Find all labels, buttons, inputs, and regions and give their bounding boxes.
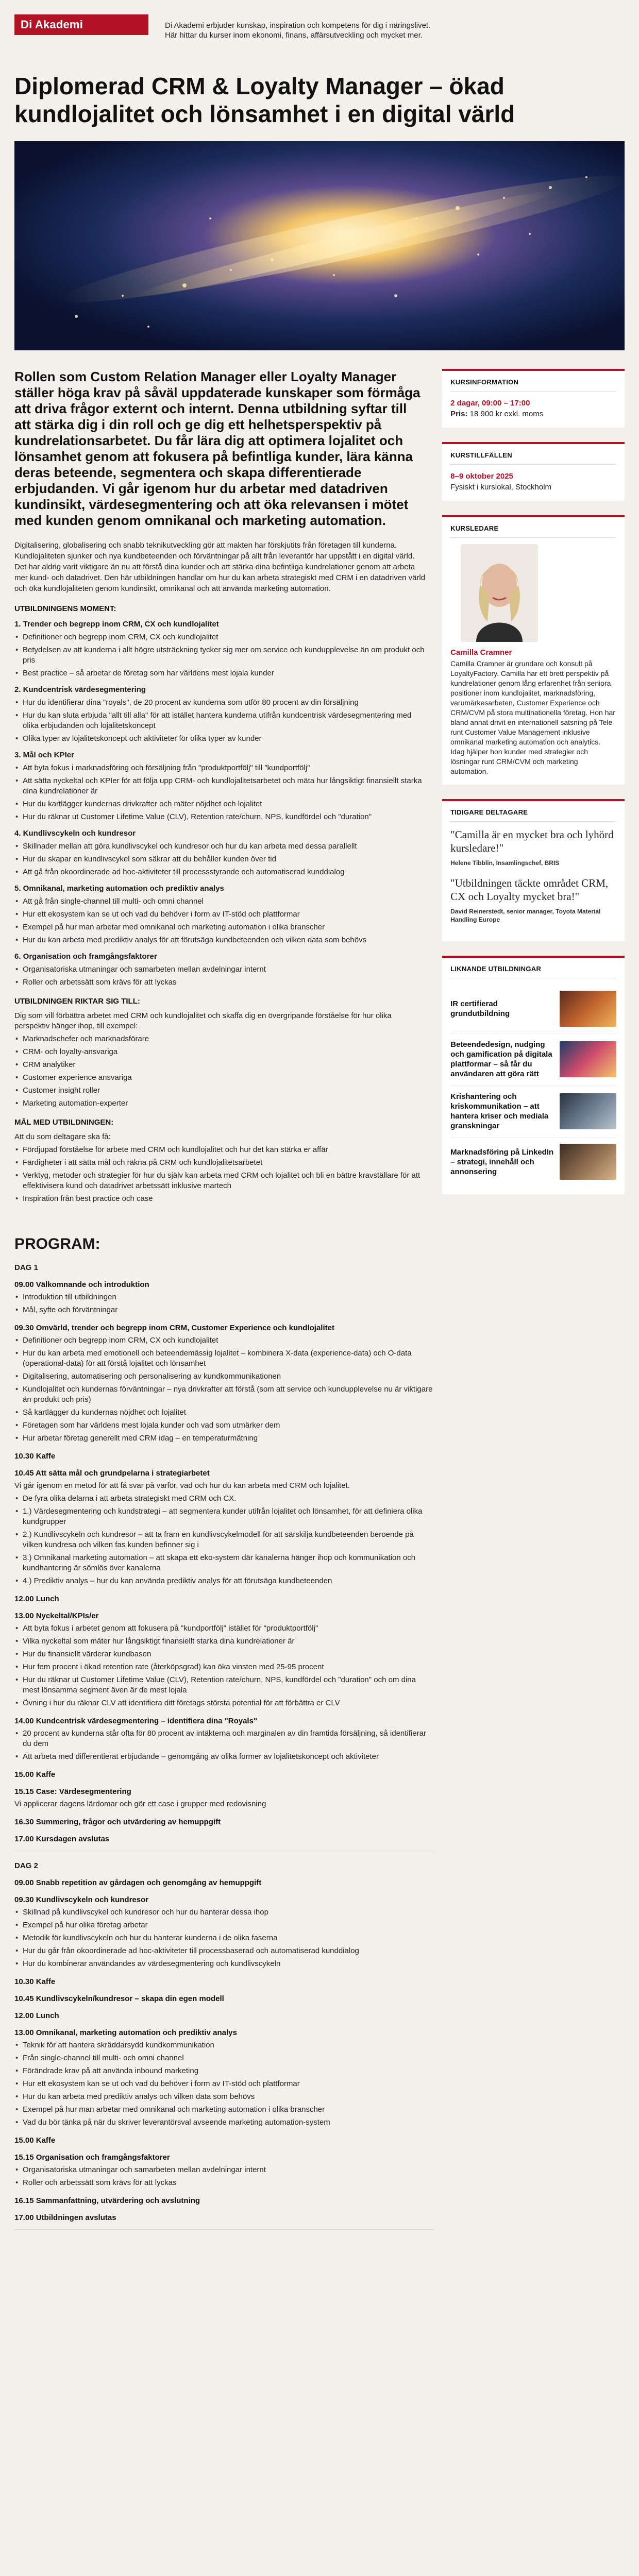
- module-point-item: • Hur du skapar en kundlivscykel som säkrar att du behåller kunden över tid: [14, 854, 427, 865]
- program-point-item: • Roller och arbetssätt som krävs för att lyckas: [14, 2178, 434, 2188]
- program-subpoint-item: • 1.) Värdesegmentering och kundstrategi – att segmentera kunder utifrån lojalitet och lönsamhet, för att definiera olika kundgrupper: [14, 1506, 434, 1527]
- program-slot-title: 09.30 Omvärld, trender och begrepp inom CRM, Customer Experience och kundlojalitet: [14, 1324, 334, 1332]
- program-slot-title: 10.30 Kaffe: [14, 1452, 56, 1461]
- module-point-item: • Definitioner och begrepp inom CRM, CX och kundlojalitet: [14, 632, 427, 642]
- program-point-item: • Exempel på hur olika företag arbetar: [14, 1920, 434, 1930]
- audience-item: • Customer experience ansvariga: [14, 1073, 427, 1083]
- program-slot-title: 17.00 Utbildningen avslutas: [14, 2213, 116, 2222]
- speaker-bio: Camilla Cramner är grundare och konsult på LoyaltyFactory. Camilla har ett brett perspektiv på kundrelationer genom lång erfarenhet från seniora positioner inom kundlojalitet, marknadsföring, varumärkesarbeten, Customer Experience och CRM/CVM på stora multinationella företag. Hon har bland annat drivit en internationell satsning på Tele runt Customer Value Management inklusive omnikanal marketing automation och analytics. Idag hjälper hon kunder med strategier och lösningar runt CRM/CVM och marketing automation.: [450, 659, 615, 775]
- header-tagline: Di Akademi erbjuder kunskap, inspiration och kompetens för dig i näringslivet. Här hittar du kurser inom ekonomi, finans, affärsutveckling och mycket mer.: [165, 21, 431, 40]
- module-point-item: • Organisatoriska utmaningar och samarbeten mellan avdelningar internt: [14, 964, 427, 975]
- program-slot-text: Vi går igenom en metod för att få svar på varför, vad och hur du kan arbeta med CRM och lojalitet.: [14, 1481, 350, 1490]
- program-divider: [14, 2229, 434, 2230]
- program-slot-title: 15.15 Organisation och framgångsfaktorer: [14, 2153, 170, 2162]
- module-point-item: • Skillnader mellan att göra kundlivscykel och kundresor och hur du kan arbeta med dessa parallellt: [14, 841, 427, 852]
- related-course-link[interactable]: [450, 1033, 616, 1086]
- program-slot-title: 10.45 Att sätta mål och grundpelarna i strategiarbetet: [14, 1469, 210, 1478]
- related-course-link[interactable]: [450, 1086, 616, 1138]
- course-info-card: [442, 369, 625, 428]
- audience-item: • Marknadschefer och marknadsförare: [14, 1034, 427, 1044]
- hero-image: [14, 141, 625, 350]
- module-point-item: • Hur ett ekosystem kan se ut och vad du behöver i form av IT-stöd och plattformar: [14, 909, 427, 920]
- goals-heading: MÅL MED UTBILDNINGEN:: [14, 1118, 114, 1127]
- goal-item: • Verktyg, metoder och strategier för hur du själv kan arbeta med CRM och lojalitet och bli en bättre kravställare för att effektivisera kund och datadrivet arbetssätt inklusive martech: [14, 1171, 427, 1191]
- program-point-item: • 20 procent av kunderna står ofta för 80 procent av intäkterna och marginalen av din framtida försäljning, så identifierar du dem: [14, 1728, 434, 1749]
- module-point-list: [14, 841, 427, 877]
- program-slot-title: 15.00 Kaffe: [14, 1770, 56, 1779]
- program-point-item: • Teknik för att hantera skräddarsydd kundkommunikation: [14, 2040, 434, 2050]
- module-title: 2. Kundcentrisk värdesegmentering: [14, 685, 146, 694]
- program-point-item: • Definitioner och begrepp inom CRM, CX och kundlojalitet: [14, 1335, 434, 1346]
- program-day-label: DAG 1: [14, 1263, 38, 1272]
- program-section: [0, 1209, 639, 2258]
- module-title: 1. Trender och begrepp inom CRM, CX och kundlojalitet: [14, 620, 219, 629]
- related-course-link[interactable]: [450, 1138, 616, 1186]
- related-course-link[interactable]: [450, 985, 616, 1033]
- program-point-item: • Att arbeta med differentierat erbjudande – genomgång av olika former av lojalitetskoncept och aktiviteter: [14, 1752, 434, 1762]
- program-point-list: [14, 1292, 434, 1315]
- speaker-card: [442, 515, 625, 785]
- course-dates-card: [442, 442, 625, 501]
- sidebar: [442, 369, 625, 1209]
- testimonial-quote: "Camilla är en mycket bra och lyhörd kursledare!": [450, 828, 614, 854]
- program-point-item: • Så kartlägger du kundernas nöjdhet och lojalitet: [14, 1408, 434, 1418]
- program-point-list: [14, 1907, 434, 1969]
- audience-item: • Marketing automation-experter: [14, 1098, 427, 1109]
- intro-paragraph: Digitalisering, globalisering och snabb teknikutveckling gör att makten har förskjutits från företagen till kunderna. Kundlojaliteten sjunker och nya kundbeteenden och förväntningar på allt från leverantör har uppstått i en digital värld. Det har aldrig varit viktigare än nu att förstå dina kunder och att stärka dina befintliga kundrelationer genom att arbeta mer kund- och datadrivet. Den här utbildningen handlar om hur du kan arbeta strategiskt med CRM i en datadriven värld och öka kundlojaliteten genom kundinsikt, omnikanal och att använda marketing automation.: [14, 541, 426, 593]
- program-slot-title: 10.30 Kaffe: [14, 1977, 56, 1986]
- program-slot-title: 15.00 Kaffe: [14, 2136, 56, 2145]
- program-subpoint-item: • 2.) Kundlivscykeln och kundresor – att ta fram en kundlivscykelmodell för att särskilja kundbeteenden beroende på vilken kundresa och vilken fas kunden befinner sig i: [14, 1530, 434, 1550]
- course-place: Fysiskt i kurslokal, Stockholm: [450, 483, 552, 492]
- related-heading: LIKNANDE UTBILDNINGAR: [450, 965, 616, 978]
- price-label: Pris:: [450, 410, 468, 418]
- program-slot-title: 15.15 Case: Värdesegmentering: [14, 1787, 131, 1796]
- module-title: 4. Kundlivscykeln och kundresor: [14, 829, 136, 838]
- testimonials-heading: TIDIGARE DELTAGARE: [450, 808, 616, 822]
- program-slot-title: 13.00 Nyckeltal/KPIs/er: [14, 1612, 99, 1620]
- program-point-item: • Att byta fokus i arbetet genom att fokusera på "kundportfölj" istället för "produktportfölj": [14, 1623, 434, 1634]
- speaker-heading: KURSLEDARE: [450, 524, 616, 538]
- module-point-list: [14, 896, 427, 945]
- program-subpoint-item: • 4.) Prediktiv analys – hur du kan använda prediktiv analys för att förutsäga kundbeteenden: [14, 1576, 434, 1586]
- module-title: 5. Omnikanal, marketing automation och prediktiv analys: [14, 884, 224, 893]
- module-point-item: • Att byta fokus i marknadsföring och försäljning från "produktportfölj" till "kundportfölj": [14, 763, 427, 773]
- site-header: [0, 0, 639, 49]
- module-point-item: • Hur du räknar ut Customer Lifetime Value (CLV), Retention rate/churn, NPS, kundfördel och "duration": [14, 812, 427, 822]
- program-slot-title: 16.30 Summering, frågor och utvärdering av hemuppgift: [14, 1818, 221, 1826]
- course-date[interactable]: 8–9 oktober 2025: [450, 472, 513, 481]
- related-course-image[interactable]: [560, 991, 616, 1027]
- moments-heading: UTBILDNINGENS MOMENT:: [14, 604, 116, 613]
- program-point-item: • Exempel på hur man arbetar med omnikanal och marketing automation i olika branscher: [14, 2105, 434, 2115]
- logo[interactable]: [14, 14, 148, 35]
- goal-item: • Inspiration från best practice och case: [14, 1194, 427, 1204]
- audience-heading: UTBILDNINGEN RIKTAR SIG TILL:: [14, 997, 140, 1006]
- program-point-list: [14, 1494, 434, 1504]
- speaker-avatar: [461, 544, 538, 642]
- modules-list: [14, 619, 427, 988]
- program-point-item: • De fyra olika delarna i att arbeta strategiskt med CRM och CX.: [14, 1494, 434, 1504]
- related-course-image[interactable]: [560, 1093, 616, 1129]
- module-point-item: • Hur du kan sluta erbjuda "allt till alla" för att istället hantera kunderna utifrån kundcentrisk värdesegmentering med olika erbjudanden och lojalitetskoncept: [14, 710, 427, 731]
- module-point-item: • Olika typer av lojalitetskoncept och aktiviteter för olika typer av kunder: [14, 734, 427, 744]
- speaker-name: Camilla Cramner: [450, 648, 512, 657]
- program-point-item: • Kundlojalitet och kundernas förväntningar – nya drivkrafter att förstå (som att service och kundupplevelse nu är viktigare än produkt och pris): [14, 1384, 434, 1405]
- related-course-title[interactable]: Marknadsföring på LinkedIn – strategi, innehåll och annonsering: [450, 1147, 554, 1176]
- audience-item: • Customer insight roller: [14, 1086, 427, 1096]
- module-point-item: • Betydelsen av att kunderna i allt högre utsträckning tycker sig mer om service och kundupplevelse än om produkt och pris: [14, 645, 427, 666]
- testimonials-card: [442, 799, 625, 941]
- related-course-image[interactable]: [560, 1144, 616, 1180]
- program-days: [14, 1263, 434, 2230]
- program-slot-title: 17.00 Kursdagen avslutas: [14, 1835, 110, 1843]
- logo-text: Di Akademi: [21, 18, 83, 31]
- program-slot-title: 14.00 Kundcentrisk värdesegmentering – identifiera dina "Royals": [14, 1717, 258, 1725]
- program-slot-title: 12.00 Lunch: [14, 1595, 59, 1603]
- program-point-item: • Hur du kan arbeta med emotionell och beteendemässig lojalitet – kombinera X-data (experience-data) och O-data (operational-data) för att förstå lojalitet och lönsamhet: [14, 1348, 434, 1369]
- program-slot-title: 09.00 Välkomnande och introduktion: [14, 1280, 149, 1289]
- module-point-item: • Exempel på hur man arbetar med omnikanal och marketing automation i olika branscher: [14, 922, 427, 933]
- program-point-item: • Organisatoriska utmaningar och samarbeten mellan avdelningar internt: [14, 2165, 434, 2175]
- price-value: 18 900 kr exkl. moms: [469, 410, 544, 418]
- goal-item: • Fördjupad förståelse för arbete med CRM och kundlojalitet och hur det kan stärka er affär: [14, 1145, 427, 1155]
- related-courses-card: [442, 956, 625, 1194]
- program-slot-title: 13.00 Omnikanal, marketing automation och prediktiv analys: [14, 2028, 237, 2037]
- program-point-item: • Hur du går från okoordinerade ad hoc-aktiviteter till processbaserad och automatiserad kunddialog: [14, 1946, 434, 1956]
- program-point-item: • Hur du finansiellt värderar kundbasen: [14, 1649, 434, 1659]
- module-point-item: • Roller och arbetssätt som krävs för att lyckas: [14, 977, 427, 988]
- program-day-label: DAG 2: [14, 1861, 38, 1870]
- audience-item: • CRM- och loyalty-ansvariga: [14, 1047, 427, 1057]
- program-point-item: • Från single-channel till multi- och omni channel: [14, 2053, 434, 2063]
- audience-intro: Dig som vill förbättra arbetet med CRM och kundlojalitet och skaffa dig en övergripande förståelse för hur olika perspektiv hänger ihop, till exempel:: [14, 1011, 392, 1030]
- program-point-list: [14, 1335, 434, 1444]
- module-point-item: • Hur du kartlägger kundernas drivkrafter och mäter nöjdhet och lojalitet: [14, 799, 427, 809]
- module-point-item: • Att gå från single-channel till multi- och omni channel: [14, 896, 427, 907]
- program-slot-title: 12.00 Lunch: [14, 2011, 59, 2020]
- program-slot-title: 16.15 Sammanfattning, utvärdering och avslutning: [14, 2196, 200, 2205]
- program-point-item: • Hur du kombinerar användandes av värdesegmentering och kundlivscykeln: [14, 1959, 434, 1969]
- related-course-image[interactable]: [560, 1041, 616, 1077]
- related-course-title[interactable]: IR certifierad grundutbildning: [450, 999, 510, 1018]
- program-point-list: [14, 2040, 434, 2128]
- program-slot-text: Vi applicerar dagens lärdomar och gör ett case i grupper med redovisning: [14, 1800, 266, 1808]
- module-point-item: • Hur du kan arbeta med prediktiv analys för att förutsäga kundbeteenden och vilken data som behövs: [14, 935, 427, 945]
- testimonial-author: David Reinerstedt, senior manager, Toyota Material Handling Europe: [450, 908, 601, 923]
- program-point-item: • Mål, syfte och förväntningar: [14, 1305, 434, 1315]
- program-subpoint-item: • 3.) Omnikanal marketing automation – att skapa ett eko-system där kanalerna hänger ihop och kommunikation och kundhantering är sömlös över kanalerna: [14, 1553, 434, 1573]
- module-point-item: • Best practice – så arbetar de företag som har världens mest lojala kunder: [14, 668, 427, 679]
- program-slot-title: 10.45 Kundlivscykeln/kundresor – skapa din egen modell: [14, 1994, 224, 2003]
- goals-list: [14, 1145, 427, 1204]
- module-point-item: • Att sätta nyckeltal och KPIer för att följa upp CRM- och kundlojalitetsarbetet och mäta hur långsiktigt finansiellt starka dina kundrelationer är: [14, 776, 427, 796]
- module-point-list: [14, 632, 427, 679]
- course-duration: 2 dagar, 09:00 – 17:00: [450, 399, 530, 408]
- module-title: 3. Mål och KPIer: [14, 751, 74, 759]
- program-heading: PROGRAM:: [14, 1235, 100, 1252]
- course-info-heading: KURSINFORMATION: [450, 378, 616, 392]
- program-point-item: • Digitalisering, automatisering och personalisering av kundkommunikationen: [14, 1371, 434, 1382]
- program-point-item: • Vilka nyckeltal som mäter hur långsiktigt finansiellt starka dina kundrelationer är: [14, 1636, 434, 1647]
- program-point-list: [14, 1728, 434, 1762]
- program-point-item: • Vad du bör tänka på när du skriver leverantörsval avseende marketing automation-system: [14, 2117, 434, 2128]
- module-point-list: [14, 698, 427, 744]
- module-point-list: [14, 763, 427, 822]
- related-course-title[interactable]: Beteendedesign, nudging och gamification på digitala plattformar – så får du användaren att göra rätt: [450, 1040, 552, 1078]
- program-point-item: • Hur du kan arbeta med prediktiv analys och vilken data som behövs: [14, 2092, 434, 2102]
- main-content: [14, 369, 427, 1209]
- program-subpoint-list: [14, 1506, 434, 1586]
- program-point-item: • Hur ett ekosystem kan se ut och vad du behöver i form av IT-stöd och plattformar: [14, 2079, 434, 2089]
- course-dates-heading: KURSTILLFÄLLEN: [450, 451, 616, 465]
- program-point-item: • Metodik för kundlivscykeln och hur du hanterar kunderna i de olika faserna: [14, 1933, 434, 1943]
- page-title: Diplomerad CRM & Loyalty Manager – ökad kundlojalitet och lönsamhet i en digital värld: [14, 73, 515, 127]
- lead-paragraph: Rollen som Custom Relation Manager eller Loyalty Manager ställer höga krav på såväl uppdaterade kunskaper som förmåga att driva frågor externt och internt. Denna utbildning syftar till att stärka dig i din roll och ge dig ett helhetsperspektiv på kundrelationsarbetet. Du får lära dig att optimera lojalitet och lönsamhet genom att fokusera på befintliga kunder, lära känna deras beteende, segmentera och skapa differentierade erbjudanden. Vi går igenom hur du arbetar med datadriven kundinsikt, värdesegmentering och att öka relevansen i mötet med kunden genom omnikanal och marketing automation.: [14, 369, 421, 528]
- audience-list: [14, 1034, 427, 1109]
- program-point-item: • Hur du räknar ut Customer Lifetime Value (CLV), Retention rate/churn, NPS, kundfördel och "duration" och om dina mest lönsamma segment även är de mest lojala: [14, 1675, 434, 1696]
- testimonial-quote: "Utbildningen täckte området CRM, CX och Loyalty mycket bra!": [450, 877, 609, 903]
- module-point-item: • Att gå från okoordinerade ad hoc-aktiviteter till processstyrande och automatiserad kunddialog: [14, 867, 427, 877]
- program-point-item: • Förändrade krav på att använda inbound marketing: [14, 2066, 434, 2076]
- related-course-title[interactable]: Krishantering och kriskommunikation – att hantera kriser och mediala granskningar: [450, 1092, 549, 1130]
- program-point-item: • Övning i hur du räknar CLV att identifiera ditt företags största potential för att förbättra er CLV: [14, 1698, 434, 1708]
- program-point-item: • Hur arbetar företag generellt med CRM idag – en temperaturmätning: [14, 1433, 434, 1444]
- program-point-list: [14, 1623, 434, 1708]
- testimonial-author: Helene Tibblin, Insamlingschef, BRIS: [450, 859, 560, 867]
- program-point-item: • Introduktion till utbildningen: [14, 1292, 434, 1302]
- program-point-list: [14, 2165, 434, 2188]
- program-point-item: • Hur fem procent i ökad retention rate (återköpsgrad) kan öka vinsten med 25-95 procent: [14, 1662, 434, 1672]
- program-slot-title: 09.30 Kundlivscykeln och kundresor: [14, 1895, 149, 1904]
- program-slot-title: 09.00 Snabb repetition av gårdagen och genomgång av hemuppgift: [14, 1878, 262, 1887]
- program-point-item: • Skillnad på kundlivscykel och kundresor och hur du hanterar dessa ihop: [14, 1907, 434, 1918]
- module-point-list: [14, 964, 427, 988]
- goal-item: • Färdigheter i att sätta mål och räkna på CRM och kundlojalitetsarbetet: [14, 1158, 427, 1168]
- goals-intro: Att du som deltagare ska få:: [14, 1132, 111, 1141]
- module-point-item: • Hur du identifierar dina "royals", de 20 procent av kunderna som utför 80 procent av din försäljning: [14, 698, 427, 708]
- audience-item: • CRM analytiker: [14, 1060, 427, 1070]
- module-title: 6. Organisation och framgångsfaktorer: [14, 952, 157, 961]
- program-point-item: • Företagen som har världens mest lojala kunder och vad som utmärker dem: [14, 1420, 434, 1431]
